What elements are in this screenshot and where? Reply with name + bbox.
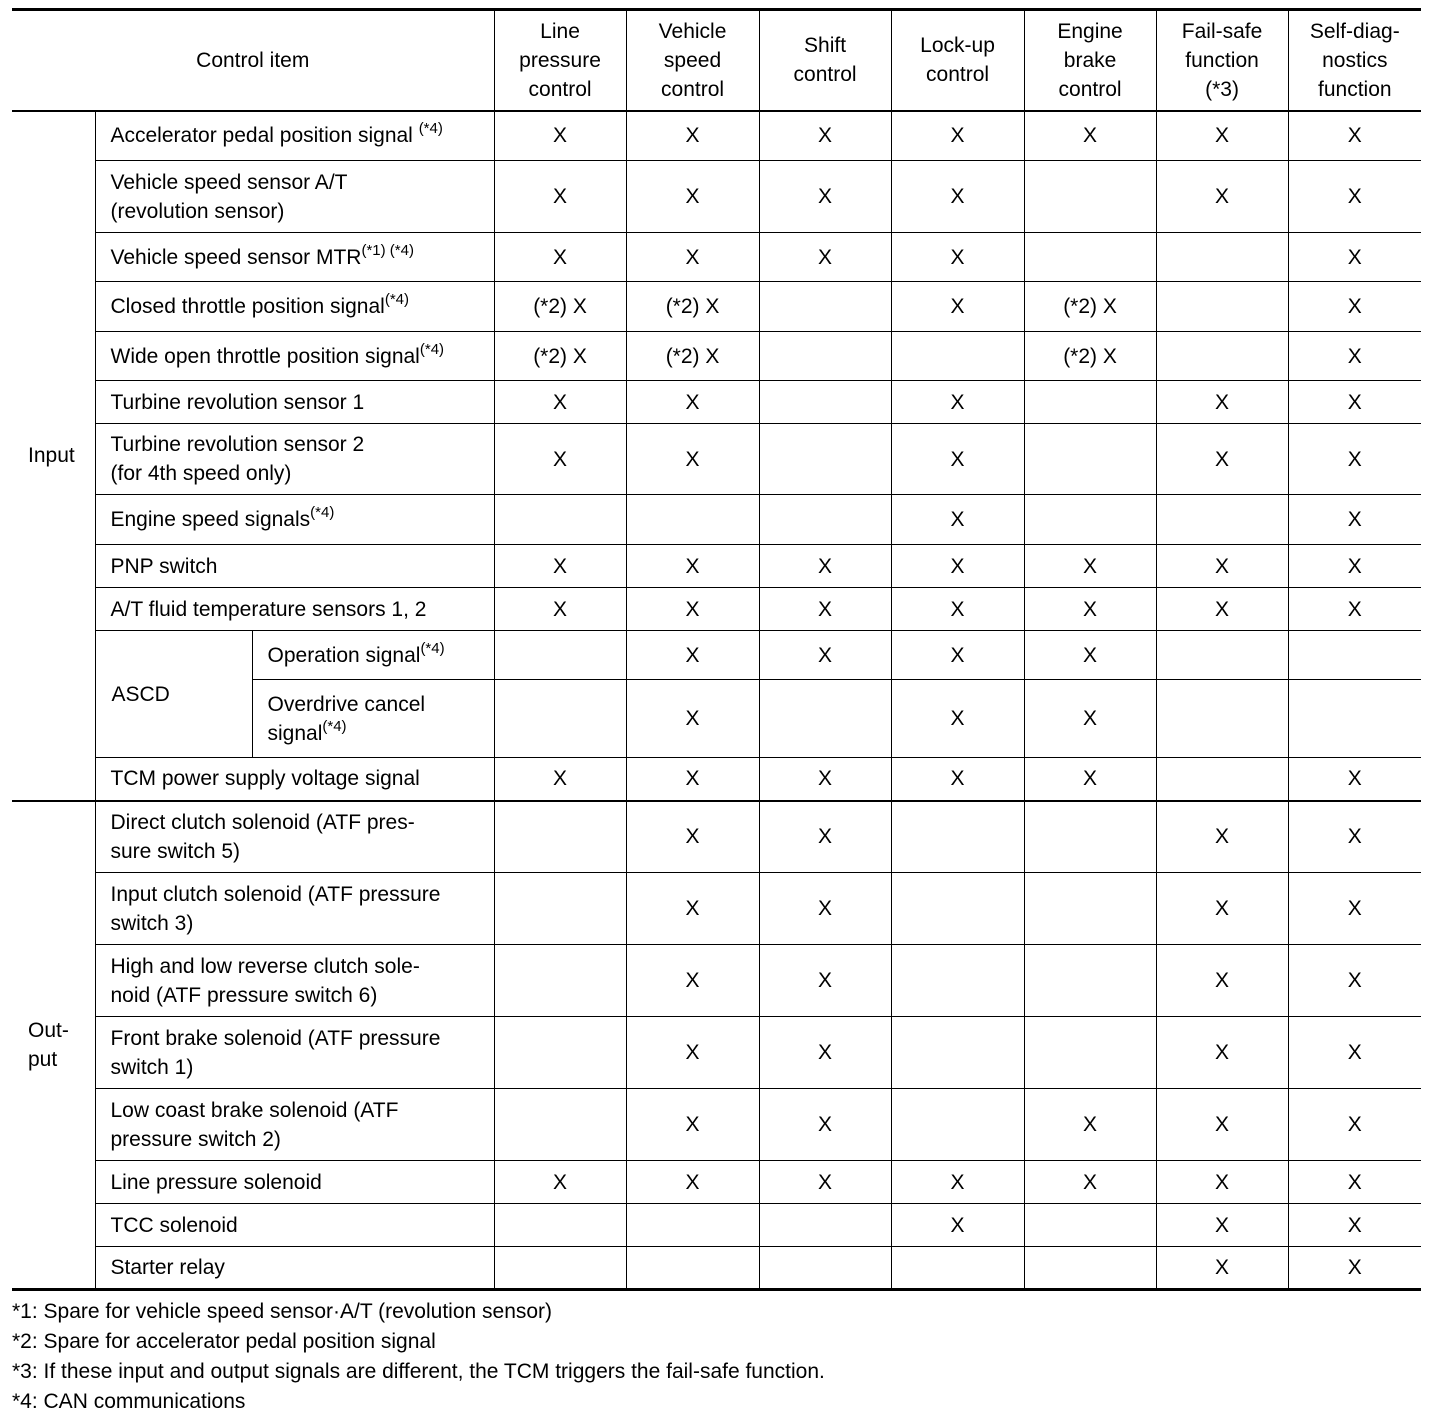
mark-cell: X — [759, 945, 891, 1017]
item-label-line: Low coast brake solenoid (ATF — [110, 1098, 399, 1122]
footnotes — [12, 1297, 1420, 1417]
mark-cell — [891, 1247, 1024, 1290]
item-label — [95, 801, 494, 873]
mark-cell — [1024, 381, 1156, 424]
item-label-line: pressure switch 2) — [110, 1127, 281, 1151]
item-label-line: PNP switch — [110, 554, 218, 578]
mark-cell: X — [1024, 545, 1156, 588]
mark-cell — [626, 495, 759, 545]
mark-cell: X — [494, 381, 626, 424]
item-label — [95, 758, 494, 801]
mark-cell: X — [494, 588, 626, 631]
table-row — [12, 332, 1421, 381]
mark-cell: X — [891, 545, 1024, 588]
table-row — [12, 424, 1421, 495]
item-label — [95, 381, 494, 424]
mark-cell — [1024, 233, 1156, 282]
mark-cell: X — [1156, 1017, 1288, 1089]
item-label — [252, 631, 494, 680]
mark-cell: X — [494, 424, 626, 495]
mark-cell: X — [626, 111, 759, 161]
header-col-line: Shift — [804, 34, 847, 58]
item-label-line: sure switch 5) — [110, 839, 241, 863]
mark-cell — [1024, 424, 1156, 495]
mark-cell — [494, 1204, 626, 1247]
table-row — [12, 233, 1421, 282]
header-col-line: control — [926, 63, 990, 87]
mark-cell: (*2) X — [626, 282, 759, 332]
mark-cell: X — [759, 758, 891, 801]
mark-cell — [1156, 680, 1288, 758]
mark-cell — [494, 801, 626, 873]
item-label — [95, 161, 494, 233]
item-label — [95, 424, 494, 495]
mark-cell: X — [891, 588, 1024, 631]
item-label-line: Engine speed signals — [110, 508, 311, 531]
mark-cell: X — [1288, 381, 1421, 424]
footnote-2: *2: Spare for accelerator pedal position signal — [12, 1330, 436, 1353]
mark-cell — [1288, 680, 1421, 758]
mark-cell: X — [626, 945, 759, 1017]
mark-cell: X — [1288, 1247, 1421, 1290]
table-row — [12, 801, 1421, 873]
item-label — [95, 1161, 494, 1204]
header-col — [1156, 10, 1288, 111]
mark-cell: X — [626, 545, 759, 588]
item-label — [95, 873, 494, 945]
item-label-line: noid (ATF pressure switch 6) — [110, 983, 378, 1007]
mark-cell — [759, 1204, 891, 1247]
mark-cell — [1156, 758, 1288, 801]
item-label-line: Turbine revolution sensor 1 — [110, 390, 365, 414]
mark-cell — [626, 1247, 759, 1290]
mark-cell: X — [891, 111, 1024, 161]
mark-cell: X — [1288, 801, 1421, 873]
ascd-group-label: ASCD — [95, 631, 252, 758]
mark-cell — [891, 1017, 1024, 1089]
header-control-item: Control item — [12, 10, 494, 111]
item-label-line: Operation signal — [267, 643, 421, 667]
table-row — [12, 381, 1421, 424]
mark-cell: X — [1288, 1161, 1421, 1204]
item-label — [95, 945, 494, 1017]
mark-cell: X — [1288, 282, 1421, 332]
mark-cell: X — [494, 1161, 626, 1204]
header-col-line: control — [661, 77, 725, 101]
mark-cell: X — [1024, 680, 1156, 758]
mark-cell — [759, 332, 891, 381]
mark-cell: X — [626, 631, 759, 680]
mark-cell: X — [891, 381, 1024, 424]
mark-cell: X — [1288, 495, 1421, 545]
mark-cell: (*2) X — [1024, 282, 1156, 332]
mark-cell — [891, 801, 1024, 873]
mark-cell: X — [1024, 1161, 1156, 1204]
mark-cell: X — [1156, 1247, 1288, 1290]
header-col-line: Engine — [1057, 19, 1123, 43]
mark-cell — [891, 945, 1024, 1017]
table-row — [12, 758, 1421, 801]
item-label-line: signal — [267, 721, 323, 745]
mark-cell: (*2) X — [494, 282, 626, 332]
mark-cell: X — [759, 111, 891, 161]
mark-cell: X — [891, 161, 1024, 233]
item-label — [95, 282, 494, 332]
mark-cell — [1156, 332, 1288, 381]
mark-cell: X — [626, 1017, 759, 1089]
mark-cell: X — [1156, 1204, 1288, 1247]
item-label-line: Front brake solenoid (ATF pressure — [110, 1026, 441, 1050]
item-label-line: Line pressure solenoid — [110, 1170, 322, 1194]
item-label — [95, 588, 494, 631]
mark-cell: X — [759, 161, 891, 233]
mark-cell: X — [626, 873, 759, 945]
mark-cell: X — [759, 1161, 891, 1204]
footnote-ref: (*4) — [420, 639, 445, 657]
item-label — [252, 680, 494, 758]
item-label-line: Overdrive cancel — [267, 692, 426, 716]
mark-cell — [494, 945, 626, 1017]
mark-cell — [626, 1204, 759, 1247]
mark-cell: X — [891, 1204, 1024, 1247]
item-label — [95, 1089, 494, 1161]
table-row — [12, 282, 1421, 332]
mark-cell: X — [759, 873, 891, 945]
mark-cell: X — [1288, 545, 1421, 588]
mark-cell: X — [759, 588, 891, 631]
mark-cell: X — [759, 545, 891, 588]
item-label-line: (for 4th speed only) — [110, 462, 292, 485]
item-label-line: Accelerator pedal position signal — [110, 124, 419, 148]
footnote-ref: (*1) (*4) — [361, 241, 414, 259]
header-col-line: control — [793, 63, 857, 87]
mark-cell: X — [1024, 1089, 1156, 1161]
mark-cell — [759, 282, 891, 332]
header-col — [1288, 10, 1421, 111]
item-label-line: Wide open throttle position signal — [110, 344, 420, 368]
item-label-line: switch 1) — [110, 1055, 194, 1079]
table-row — [12, 631, 1421, 680]
item-label — [95, 233, 494, 282]
mark-cell — [1024, 801, 1156, 873]
table-row — [12, 111, 1421, 161]
item-label-line: A/T fluid temperature sensors 1, 2 — [110, 597, 427, 621]
mark-cell — [759, 381, 891, 424]
mark-cell: X — [759, 631, 891, 680]
mark-cell: X — [1288, 1089, 1421, 1161]
item-label-line: Turbine revolution sensor 2 — [110, 433, 365, 456]
mark-cell — [1288, 631, 1421, 680]
mark-cell — [1156, 631, 1288, 680]
mark-cell: X — [626, 801, 759, 873]
footnote-ref: (*4) — [310, 504, 335, 521]
item-label-line: Direct clutch solenoid (ATF pres- — [110, 810, 415, 834]
table-row — [12, 1247, 1421, 1290]
mark-cell — [494, 631, 626, 680]
header-col-line: pressure — [519, 48, 601, 72]
mark-cell: X — [1288, 424, 1421, 495]
mark-cell: X — [1288, 873, 1421, 945]
mark-cell — [759, 424, 891, 495]
mark-cell: X — [1156, 588, 1288, 631]
mark-cell — [1024, 873, 1156, 945]
header-col-line: Lock-up — [920, 34, 995, 58]
mark-cell: X — [759, 233, 891, 282]
category-input: Input — [12, 111, 95, 801]
mark-cell: X — [1024, 588, 1156, 631]
mark-cell: X — [1288, 588, 1421, 631]
mark-cell: X — [1288, 1204, 1421, 1247]
mark-cell — [891, 873, 1024, 945]
mark-cell: X — [891, 233, 1024, 282]
mark-cell: X — [626, 758, 759, 801]
footnote-ref: (*4) — [322, 717, 347, 735]
mark-cell: X — [626, 161, 759, 233]
mark-cell: X — [494, 111, 626, 161]
mark-cell — [494, 495, 626, 545]
mark-cell: X — [626, 233, 759, 282]
header-col — [759, 10, 891, 111]
header-col-line: function — [1185, 48, 1259, 72]
mark-cell: X — [1156, 111, 1288, 161]
mark-cell — [494, 1247, 626, 1290]
footnote-3: *3: If these input and output signals are different, the TCM triggers the fail-safe function. — [12, 1360, 825, 1383]
mark-cell: X — [626, 381, 759, 424]
header-col-line: nostics — [1322, 48, 1388, 72]
mark-cell: X — [1288, 758, 1421, 801]
mark-cell: X — [494, 758, 626, 801]
item-label-line: TCC solenoid — [110, 1213, 238, 1237]
mark-cell: X — [1156, 945, 1288, 1017]
item-label-line: High and low reverse clutch sole- — [110, 954, 420, 978]
mark-cell: X — [1156, 1089, 1288, 1161]
table-row — [12, 545, 1421, 588]
mark-cell: X — [891, 424, 1024, 495]
mark-cell: X — [1156, 381, 1288, 424]
mark-cell: X — [891, 758, 1024, 801]
mark-cell — [494, 873, 626, 945]
mark-cell: X — [494, 161, 626, 233]
mark-cell: X — [494, 233, 626, 282]
mark-cell: X — [1288, 1017, 1421, 1089]
mark-cell: X — [494, 545, 626, 588]
category-output — [12, 801, 95, 1290]
mark-cell: X — [759, 1089, 891, 1161]
mark-cell: X — [1156, 1161, 1288, 1204]
mark-cell — [494, 1017, 626, 1089]
table-row — [12, 1204, 1421, 1247]
header-col — [494, 10, 626, 111]
mark-cell: X — [626, 1089, 759, 1161]
item-label-line: TCM power supply voltage signal — [110, 767, 420, 791]
table-row — [12, 873, 1421, 945]
header-col-line: (*3) — [1205, 77, 1239, 101]
header-col-line: control — [1058, 77, 1122, 101]
header-row — [12, 10, 1421, 111]
header-col-line: speed — [663, 48, 722, 72]
item-label-line: (revolution sensor) — [110, 199, 285, 223]
mark-cell: (*2) X — [494, 332, 626, 381]
header-col-line: brake — [1063, 48, 1117, 72]
header-col-line: Vehicle — [658, 19, 727, 43]
item-label-line: Input clutch solenoid (ATF pressure — [110, 882, 441, 906]
item-label — [95, 1017, 494, 1089]
item-label-line: Closed throttle position signal — [110, 295, 385, 318]
mark-cell — [1024, 495, 1156, 545]
mark-cell — [891, 332, 1024, 381]
mark-cell: X — [1156, 545, 1288, 588]
header-col-line: control — [528, 77, 592, 101]
mark-cell: X — [759, 1017, 891, 1089]
item-label — [95, 545, 494, 588]
mark-cell: X — [1288, 111, 1421, 161]
mark-cell — [1024, 1204, 1156, 1247]
mark-cell: X — [626, 588, 759, 631]
header-col — [891, 10, 1024, 111]
mark-cell: X — [891, 495, 1024, 545]
mark-cell — [1156, 282, 1288, 332]
footnote-ref: (*4) — [419, 340, 445, 358]
mark-cell: X — [626, 424, 759, 495]
table-row — [12, 945, 1421, 1017]
mark-cell: X — [1156, 873, 1288, 945]
mark-cell — [1024, 1017, 1156, 1089]
mark-cell: X — [1156, 424, 1288, 495]
table-row — [12, 1017, 1421, 1089]
mark-cell — [1024, 945, 1156, 1017]
mark-cell: X — [1288, 161, 1421, 233]
mark-cell: X — [891, 1161, 1024, 1204]
page — [12, 8, 1420, 1417]
mark-cell — [1156, 233, 1288, 282]
mark-cell: (*2) X — [1024, 332, 1156, 381]
header-col — [626, 10, 759, 111]
item-label — [95, 1247, 494, 1290]
mark-cell: X — [759, 801, 891, 873]
mark-cell — [494, 1089, 626, 1161]
control-items-table — [12, 8, 1421, 1291]
mark-cell: (*2) X — [626, 332, 759, 381]
item-label — [95, 111, 494, 161]
table-row — [12, 495, 1421, 545]
mark-cell: X — [1024, 631, 1156, 680]
mark-cell: X — [891, 631, 1024, 680]
mark-cell: X — [1288, 332, 1421, 381]
item-label-line: switch 3) — [110, 911, 194, 935]
item-label-line: Vehicle speed sensor MTR — [110, 245, 362, 269]
category-output-line-2: put — [28, 1047, 58, 1071]
mark-cell: X — [1288, 233, 1421, 282]
table-row — [12, 161, 1421, 233]
mark-cell — [759, 1247, 891, 1290]
header-col — [1024, 10, 1156, 111]
mark-cell — [1156, 495, 1288, 545]
item-label — [95, 332, 494, 381]
footnote-4: *4: CAN communications — [12, 1390, 246, 1413]
footnote-1: *1: Spare for vehicle speed sensor·A/T (revolution sensor) — [12, 1300, 553, 1323]
mark-cell — [759, 680, 891, 758]
mark-cell — [1024, 1247, 1156, 1290]
mark-cell: X — [1024, 111, 1156, 161]
header-col-line: Line — [540, 19, 580, 43]
mark-cell: X — [1288, 945, 1421, 1017]
item-label — [95, 1204, 494, 1247]
category-output-line-1: Out- — [28, 1018, 69, 1042]
mark-cell — [891, 1089, 1024, 1161]
mark-cell: X — [1156, 161, 1288, 233]
mark-cell — [759, 495, 891, 545]
header-col-line: function — [1318, 77, 1392, 101]
mark-cell — [494, 680, 626, 758]
mark-cell: X — [891, 680, 1024, 758]
header-col-line: Fail-safe — [1181, 19, 1263, 43]
item-label — [95, 495, 494, 545]
footnote-ref: (*4) — [418, 120, 443, 138]
mark-cell: X — [891, 282, 1024, 332]
item-label-line: Starter relay — [110, 1256, 225, 1279]
table-row — [12, 1161, 1421, 1204]
table-row — [12, 1089, 1421, 1161]
mark-cell: X — [1156, 801, 1288, 873]
mark-cell: X — [626, 1161, 759, 1204]
mark-cell: X — [626, 680, 759, 758]
item-label-line: Vehicle speed sensor A/T — [110, 170, 348, 194]
mark-cell — [1024, 161, 1156, 233]
footnote-ref: (*4) — [384, 291, 409, 308]
table-row — [12, 588, 1421, 631]
header-col-line: Self-diag- — [1309, 19, 1400, 43]
mark-cell: X — [1024, 758, 1156, 801]
